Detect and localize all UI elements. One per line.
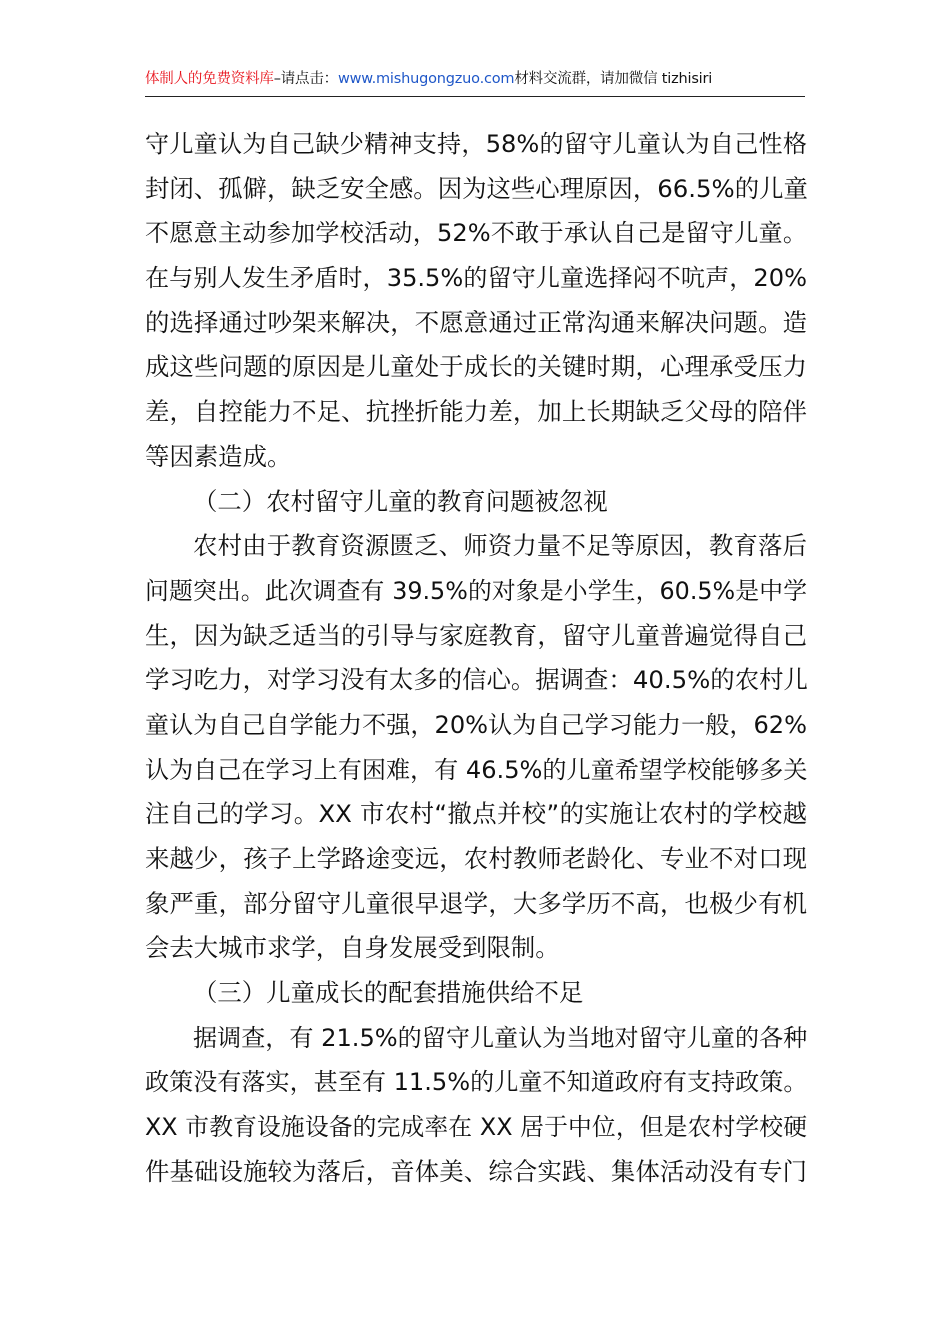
text-line: 生，因为缺乏适当的引导与家庭教育，留守儿童普遍觉得自己 bbox=[145, 620, 807, 650]
header-prompt: –请点击： bbox=[273, 71, 338, 87]
text-line: 来越少，孩子上学路途变远，农村教师老龄化、专业不对口现 bbox=[145, 844, 807, 873]
paragraph-2 bbox=[145, 524, 807, 971]
text-line: 不愿意主动参加学校活动，52%不敢于承认自己是留守儿童。 bbox=[145, 219, 807, 248]
section-heading-2: （二）农村留守儿童的教育问题被忽视 bbox=[193, 486, 608, 516]
text-line: 据调查，有 21.5%的留守儿童认为当地对留守儿童的各种 bbox=[193, 1023, 808, 1052]
header-brand: 体制人的免费资料库 bbox=[145, 71, 274, 87]
header-url-link[interactable]: www.mishugongzuo.com bbox=[337, 71, 515, 87]
text-line: 守儿童认为自己缺少精神支持，58%的留守儿童认为自己性格 bbox=[145, 130, 807, 158]
text-line: 政策没有落实，甚至有 11.5%的儿童不知道政府有支持政策。 bbox=[145, 1068, 808, 1097]
text-line: 在与别人发生矛盾时，35.5%的留守儿童选择闷不吭声，20% bbox=[145, 264, 807, 293]
header-suffix: 材料交流群，请加微信 tizhisiri bbox=[514, 71, 713, 87]
page-header bbox=[145, 66, 805, 97]
text-line: 童认为自己自学能力不强，20%认为自己学习能力一般，62% bbox=[145, 710, 807, 739]
text-line: 问题突出。此次调查有 39.5%的对象是小学生，60.5%是中学 bbox=[145, 576, 807, 605]
text-line: 成这些问题的原因是儿童处于成长的关键时期，心理承受压力 bbox=[145, 352, 807, 382]
text-line: 象严重，部分留守儿童很早退学，大多学历不高，也极少有机 bbox=[145, 888, 807, 918]
text-line: 差，自控能力不足、抗挫折能力差，加上长期缺乏父母的陪伴 bbox=[145, 397, 807, 427]
text-line: 注自己的学习。XX 市农村“撤点并校”的实施让农村的学校越 bbox=[145, 799, 807, 829]
text-line: 认为自己在学习上有困难，有 46.5%的儿童希望学校能够多关 bbox=[145, 755, 808, 784]
text-line: 学习吃力，对学习没有太多的信心。据调查：40.5%的农村儿 bbox=[145, 665, 808, 695]
paragraph-1 bbox=[145, 122, 807, 480]
paragraph-3 bbox=[145, 1016, 807, 1195]
section-heading-3: （三）儿童成长的配套措施供给不足 bbox=[193, 978, 584, 1008]
text-line: 等因素造成。 bbox=[145, 441, 292, 471]
text-line: 会去大城市求学，自身发展受到限制。 bbox=[145, 933, 560, 963]
text-line: 件基础设施较为落后，音体美、综合实践、集体活动没有专门 bbox=[145, 1156, 807, 1186]
text-line: 封闭、孤僻，缺乏安全感。因为这些心理原因，66.5%的儿童 bbox=[145, 173, 808, 203]
document-body bbox=[145, 122, 807, 1195]
text-line: 的选择通过吵架来解决，不愿意通过正常沟通来解决问题。造 bbox=[145, 307, 807, 337]
text-line: 农村由于教育资源匮乏、师资力量不足等原因，教育落后 bbox=[193, 531, 807, 561]
text-line: XX 市教育设施设备的完成率在 XX 居于中位，但是农村学校硬 bbox=[145, 1113, 807, 1142]
